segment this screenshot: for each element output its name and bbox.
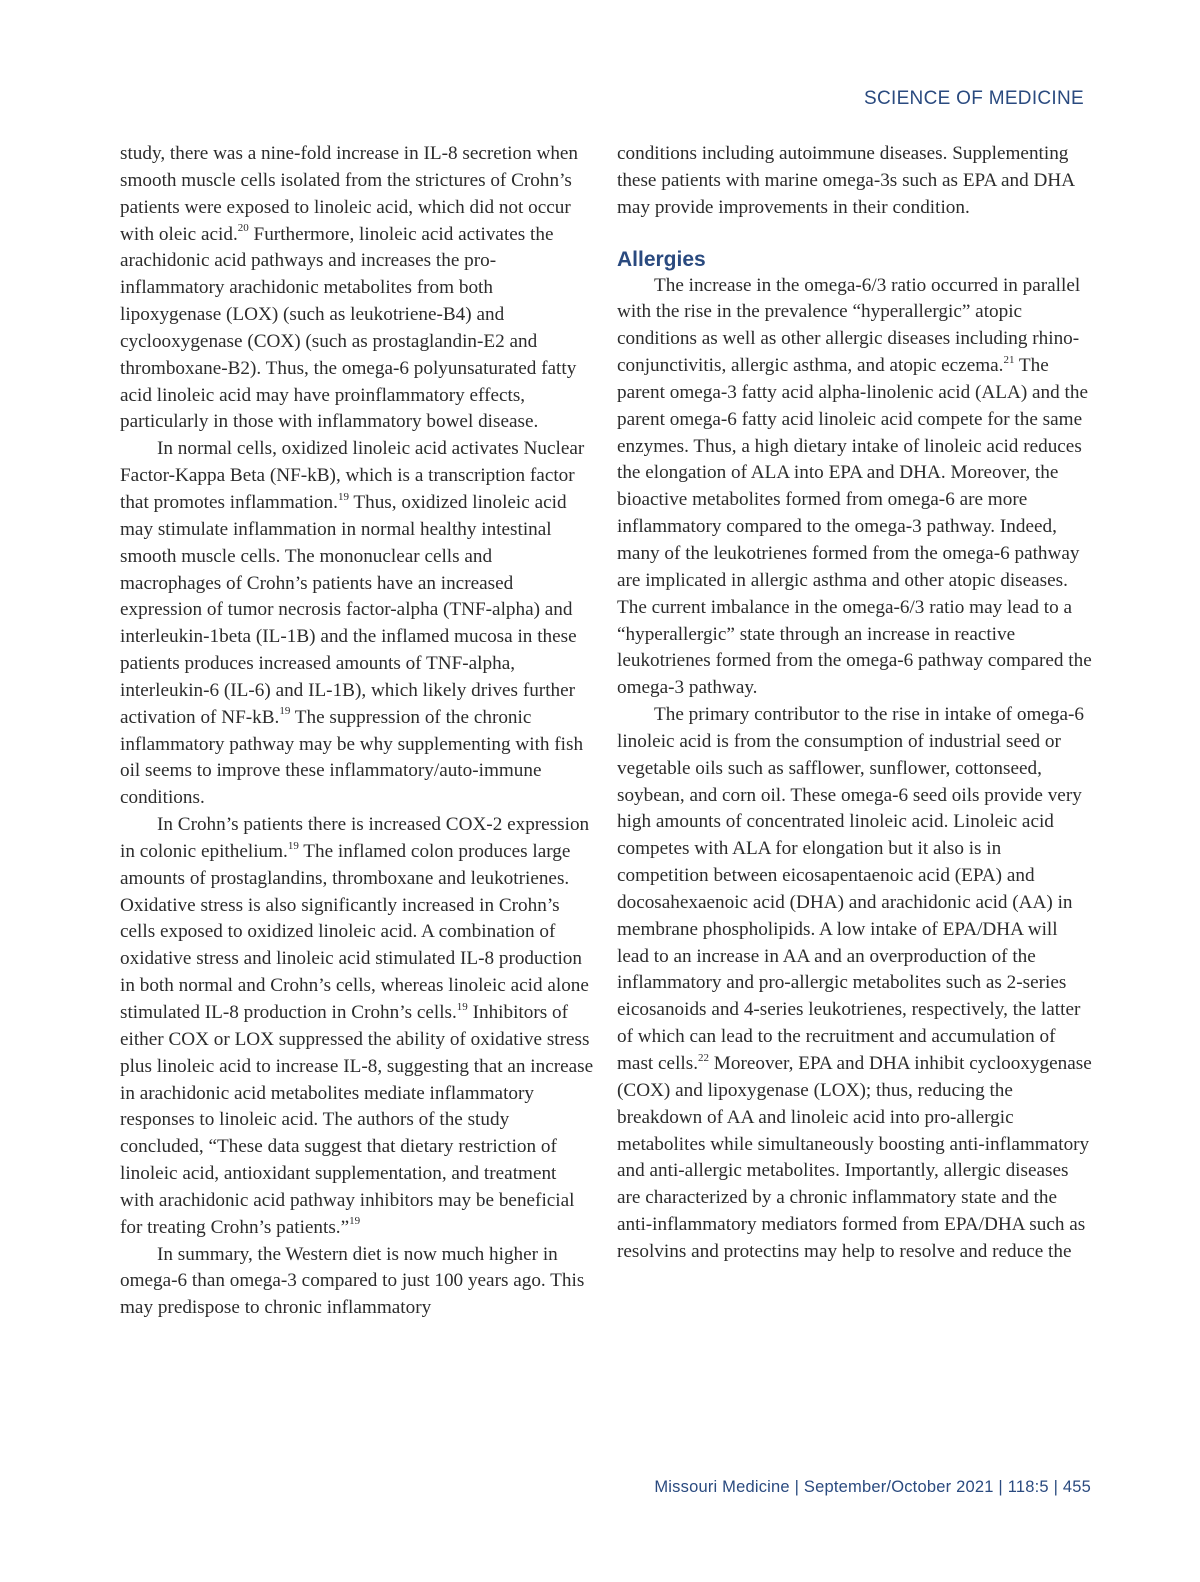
paragraph: In summary, the Western diet is now much higher in omega-6 than omega-3 compared to just 100 years ago. This may predispose to chronic inflammatory (120, 1243, 585, 1319)
citation-ref: 19 (279, 705, 291, 718)
footer-separator: | (794, 1478, 800, 1496)
citation-ref: 20 (237, 222, 249, 235)
paragraph: conditions including autoimmune diseases. Supplementing these patients with marine omega-3s such as EPA and DHA may provide improvements in their condition. (617, 143, 1075, 218)
page-number: 455 (1062, 1478, 1091, 1496)
citation-ref: 21 (1003, 353, 1015, 366)
left-column (120, 141, 594, 1322)
section-label: SCIENCE OF MEDICINE (864, 88, 1084, 109)
right-column (617, 141, 1093, 1266)
citation-ref: 19 (287, 839, 299, 852)
citation-ref: 19 (337, 490, 349, 503)
citation-ref: 19 (349, 1215, 361, 1228)
citation-ref: 22 (698, 1051, 709, 1064)
issue-date: September/October 2021 (803, 1478, 994, 1496)
paragraph: study, there was a nine-fold increase in IL-8 secretion when smooth muscle cells isolated from the strictures of Crohn’s patients were exposed to linoleic acid, which did not occur with oleic acid.$^{20}$ Furthermore, linoleic acid activates the arachidonic acid pathways and increases the pro-inflammatory arachidonic metabolites from both lipoxygenase (LOX) (such as leukotriene-B4) and cyclooxygenase (COX) (such as prostaglandin-E2 and thromboxane-B2). Thus, the omega-6 polyunsaturated fatty acid linoleic acid may have proinflammatory effects, particularly in those with inflammatory bowel disease. (120, 143, 579, 433)
footer-separator: | (1053, 1478, 1059, 1496)
volume-issue: 118:5 (1007, 1478, 1049, 1496)
citation-ref: 19 (456, 1000, 468, 1013)
footer-separator: | (998, 1478, 1003, 1496)
paragraph: The primary contributor to the rise in intake of omega-6 linoleic acid is from the consumption of industrial seed or vegetable oils such as safflower, sunflower, cottonseed, soybean, and corn oil. These omega-6 seed oils provide very high amounts of concentrated linoleic acid. Linoleic acid competes with ALA for elongation but it also is in competition between eicosapentaenoic acid (EPA) and docosahexaenoic acid (DHA) and arachidonic acid (AA) in membrane phospholipids. A low intake of EPA/DHA will lead to an increase in AA and an overproduction of the inflammatory and pro-allergic metabolites such as 2-series eicosanoids and 4-series leukotrienes, respectively, the latter of which can lead to the recruitment and accumulation of mast cells.$^{22}$ Moreover, EPA and DHA inhibit cyclooxygenase (COX) and lipoxygenase (LOX); thus, reducing the breakdown of AA and linoleic acid into pro-allergic metabolites while simultaneously boosting anti-inflammatory and anti-allergic metabolites. Importantly, allergic diseases are characterized by a chronic inflammatory state and the anti-inflammatory mediators formed from EPA/DHA such as resolvins and protectins may help to resolve and reduce the (617, 704, 1092, 1262)
paragraph: The increase in the omega-6/3 ratio occurred in parallel with the rise in the prevalence “hyperallergic” atopic conditions as well as other allergic diseases including rhino-conjunctivitis, allergic asthma, and atopic eczema.$^{21}$ The parent omega-3 fatty acid alpha-linolenic acid (ALA) and the parent omega-6 fatty acid linoleic acid compete for the same enzymes. Thus, a high dietary intake of linoleic acid reduces the elongation of ALA into EPA and DHA. Moreover, the bioactive metabolites formed from omega-6 are more inflammatory compared to the omega-3 pathway. Indeed, many of the leukotrienes formed from the omega-6 pathway are implicated in allergic asthma and other atopic diseases. The current imbalance in the omega-6/3 ratio may lead to a “hyperallergic” state through an increase in reactive leukotrienes formed from the omega-6 pathway compared the omega-3 pathway. (617, 274, 1092, 699)
paragraph: In normal cells, oxidized linoleic acid activates Nuclear Factor-Kappa Beta (NF-kB), which is a transcription factor that promotes inflammation.$^{19}$ Thus, oxidized linoleic acid may stimulate inflammation in normal healthy intestinal smooth muscle cells. The mononuclear cells and macrophages of Crohn’s patients have an increased expression of tumor necrosis factor-alpha (TNF-alpha) and interleukin-1beta (IL-1B) and the inflamed mucosa in these patients produces increased amounts of TNF-alpha, interleukin-6 (IL-6) and IL-1B), which likely drives further activation of NF-kB.$^{19}$ The suppression of the chronic inflammatory pathway may be why supplementing with fish oil seems to improve these inflammatory/auto-immune conditions. (120, 438, 585, 809)
section-heading: Allergies (617, 247, 706, 271)
page-footer (654, 1478, 1091, 1497)
journal-name: Missouri Medicine (654, 1478, 790, 1496)
paragraph: In Crohn’s patients there is increased COX-2 expression in colonic epithelium.$^{19}$ The inflamed colon produces large amounts of prostaglandins, thromboxane and leukotrienes. Oxidative stress is also significantly increased in Crohn’s cells exposed to oxidized linoleic acid. A combination of oxidative stress and linoleic acid stimulated IL-8 production in both normal and Crohn’s cells, whereas linoleic acid alone stimulated IL-8 production in Crohn’s cells.$^{19}$ Inhibitors of either COX or LOX suppressed the ability of oxidative stress plus linoleic acid to increase IL-8, suggesting that an increase in arachidonic acid metabolites mediate inflammatory responses to linoleic acid. The authors of the study concluded, “These data suggest that dietary restriction of linoleic acid, antioxidant supplementation, and treatment with arachidonic acid pathway inhibitors may be beneficial for treating Crohn’s patients.”$^{19}$ (120, 814, 594, 1238)
